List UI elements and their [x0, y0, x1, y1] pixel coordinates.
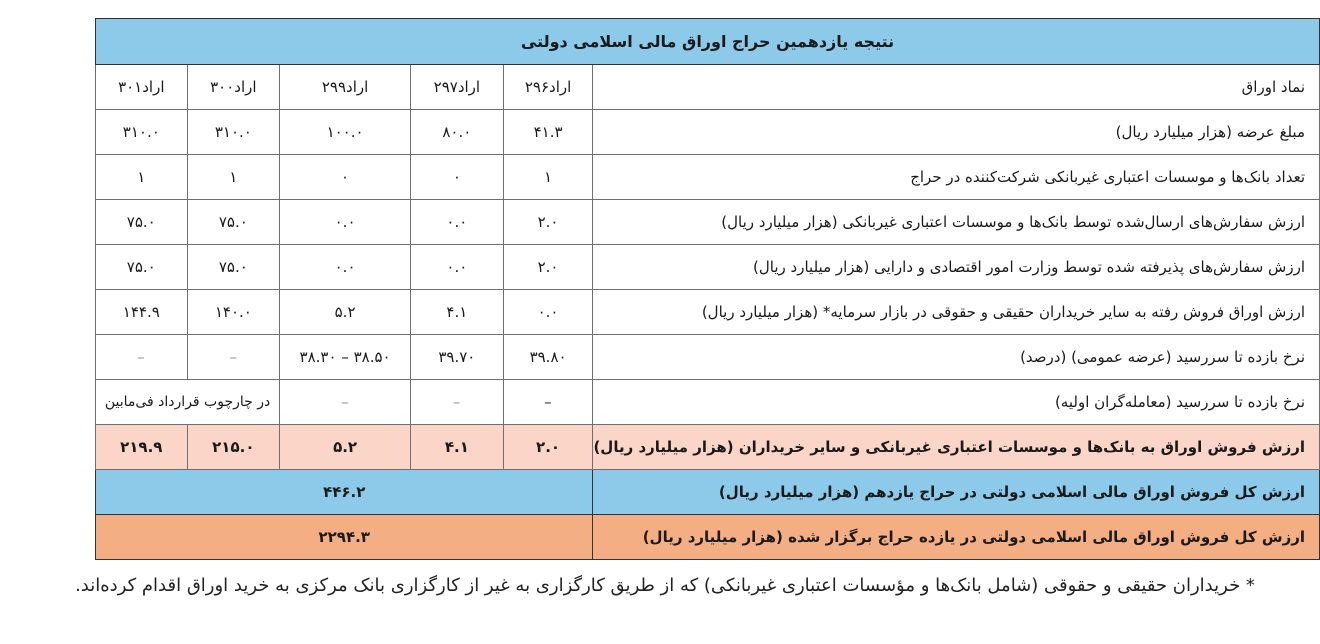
table-cell: ۷۵.۰ — [96, 245, 188, 290]
table-cell: ۳۹.۷۰ — [411, 335, 504, 380]
table-cell: ۲۱۹.۹ — [96, 425, 188, 470]
total-round-row — [96, 470, 1320, 515]
table-cell: ۰.۰ — [280, 200, 411, 245]
table-cell: ۳۹.۸۰ — [503, 335, 593, 380]
table-cell: ۳۱۰.۰ — [96, 110, 188, 155]
total-all-row — [96, 515, 1320, 560]
row-label: نرخ بازده تا سررسید (عرضه عمومی) (درصد) — [593, 335, 1320, 380]
row-label: ارزش کل فروش اوراق مالی اسلامی دولتی در حراج یازدهم (هزار میلیارد ریال) — [593, 470, 1320, 515]
table-cell: ۰.۰ — [411, 245, 504, 290]
table-cell: – — [503, 380, 593, 425]
table-row — [96, 110, 1320, 155]
table-title-row — [96, 19, 1320, 65]
total-value: ۲۲۹۴.۳ — [96, 515, 593, 560]
column-header: اراد۲۹۹ — [280, 65, 411, 110]
table-cell: ۴.۱ — [411, 425, 504, 470]
table-cell: ۷۵.۰ — [187, 245, 280, 290]
table-cell: ۲.۰ — [503, 245, 593, 290]
row-label: ارزش فروش اوراق به بانک‌ها و موسسات اعتباری غیربانکی و سایر خریداران (هزار میلیارد ریال) — [593, 425, 1320, 470]
table-cell: ۷۵.۰ — [96, 200, 188, 245]
table-cell: – — [280, 380, 411, 425]
table-row — [96, 245, 1320, 290]
table-cell: ۴۱.۳ — [503, 110, 593, 155]
table-row — [96, 335, 1320, 380]
total-value: ۴۴۶.۲ — [96, 470, 593, 515]
row-label: مبلغ عرضه (هزار میلیارد ریال) — [593, 110, 1320, 155]
header-label: نماد اوراق — [593, 65, 1320, 110]
column-header: اراد۳۰۰ — [187, 65, 280, 110]
column-header: اراد۲۹۶ — [503, 65, 593, 110]
table-title: نتیجه یازدهمین حراج اوراق مالی اسلامی دولتی — [96, 19, 1320, 65]
table-cell: – — [187, 335, 280, 380]
table-row — [96, 155, 1320, 200]
table-row — [96, 200, 1320, 245]
footnote: * خریداران حقیقی و حقوقی (شامل بانک‌ها و مؤسسات اعتباری غیربانکی) که از طریق کارگزاری به غیر از کارگزاری بانک مرکزی به خرید اوراق اقدام کرده‌اند. — [75, 575, 1255, 596]
auction-results-table — [95, 18, 1320, 560]
row-label: ارزش اوراق فروش رفته به سایر خریداران حقیقی و حقوقی در بازار سرمایه* (هزار میلیارد ریال) — [593, 290, 1320, 335]
header-row — [96, 65, 1320, 110]
table-cell: ۰.۰ — [503, 290, 593, 335]
table-row — [96, 290, 1320, 335]
table-cell: ۷۵.۰ — [187, 200, 280, 245]
row-label: ارزش سفارش‌های ارسال‌شده توسط بانک‌ها و موسسات اعتباری غیربانکی (هزار میلیارد ریال) — [593, 200, 1320, 245]
highlight-row — [96, 425, 1320, 470]
table-cell: ۰.۰ — [280, 245, 411, 290]
table-cell: – — [96, 335, 188, 380]
table-cell: ۰.۰ — [411, 200, 504, 245]
table-cell: ۳۸.۵۰ – ۳۸.۳۰ — [280, 335, 411, 380]
table-cell: ۵.۲ — [280, 425, 411, 470]
table-cell: ۵.۲ — [280, 290, 411, 335]
row-label: ارزش سفارش‌های پذیرفته شده توسط وزارت امور اقتصادی و دارایی (هزار میلیارد ریال) — [593, 245, 1320, 290]
table-cell: ۱ — [503, 155, 593, 200]
table-cell: ۲۱۵.۰ — [187, 425, 280, 470]
table-cell: ۸۰.۰ — [411, 110, 504, 155]
table-cell: ۰ — [280, 155, 411, 200]
table-cell: ۳۱۰.۰ — [187, 110, 280, 155]
table-cell: ۴.۱ — [411, 290, 504, 335]
table-cell: ۱ — [96, 155, 188, 200]
merged-cell: در چارچوب قرارداد فی‌مابین — [96, 380, 280, 425]
column-header: اراد۲۹۷ — [411, 65, 504, 110]
table-row — [96, 380, 1320, 425]
table-cell: ۲.۰ — [503, 200, 593, 245]
column-header: اراد۳۰۱ — [96, 65, 188, 110]
row-label: تعداد بانک‌ها و موسسات اعتباری غیربانکی شرکت‌کننده در حراج — [593, 155, 1320, 200]
row-label: نرخ بازده تا سررسید (معامله‌گران اولیه) — [593, 380, 1320, 425]
table-cell: ۱۴۴.۹ — [96, 290, 188, 335]
row-label: ارزش کل فروش اوراق مالی اسلامی دولتی در یازده حراج برگزار شده (هزار میلیارد ریال) — [593, 515, 1320, 560]
table-cell: ۱ — [187, 155, 280, 200]
table-cell: – — [411, 380, 504, 425]
table-cell: ۰ — [411, 155, 504, 200]
table-cell: ۲.۰ — [503, 425, 593, 470]
table-cell: ۱۰۰.۰ — [280, 110, 411, 155]
table-cell: ۱۴۰.۰ — [187, 290, 280, 335]
